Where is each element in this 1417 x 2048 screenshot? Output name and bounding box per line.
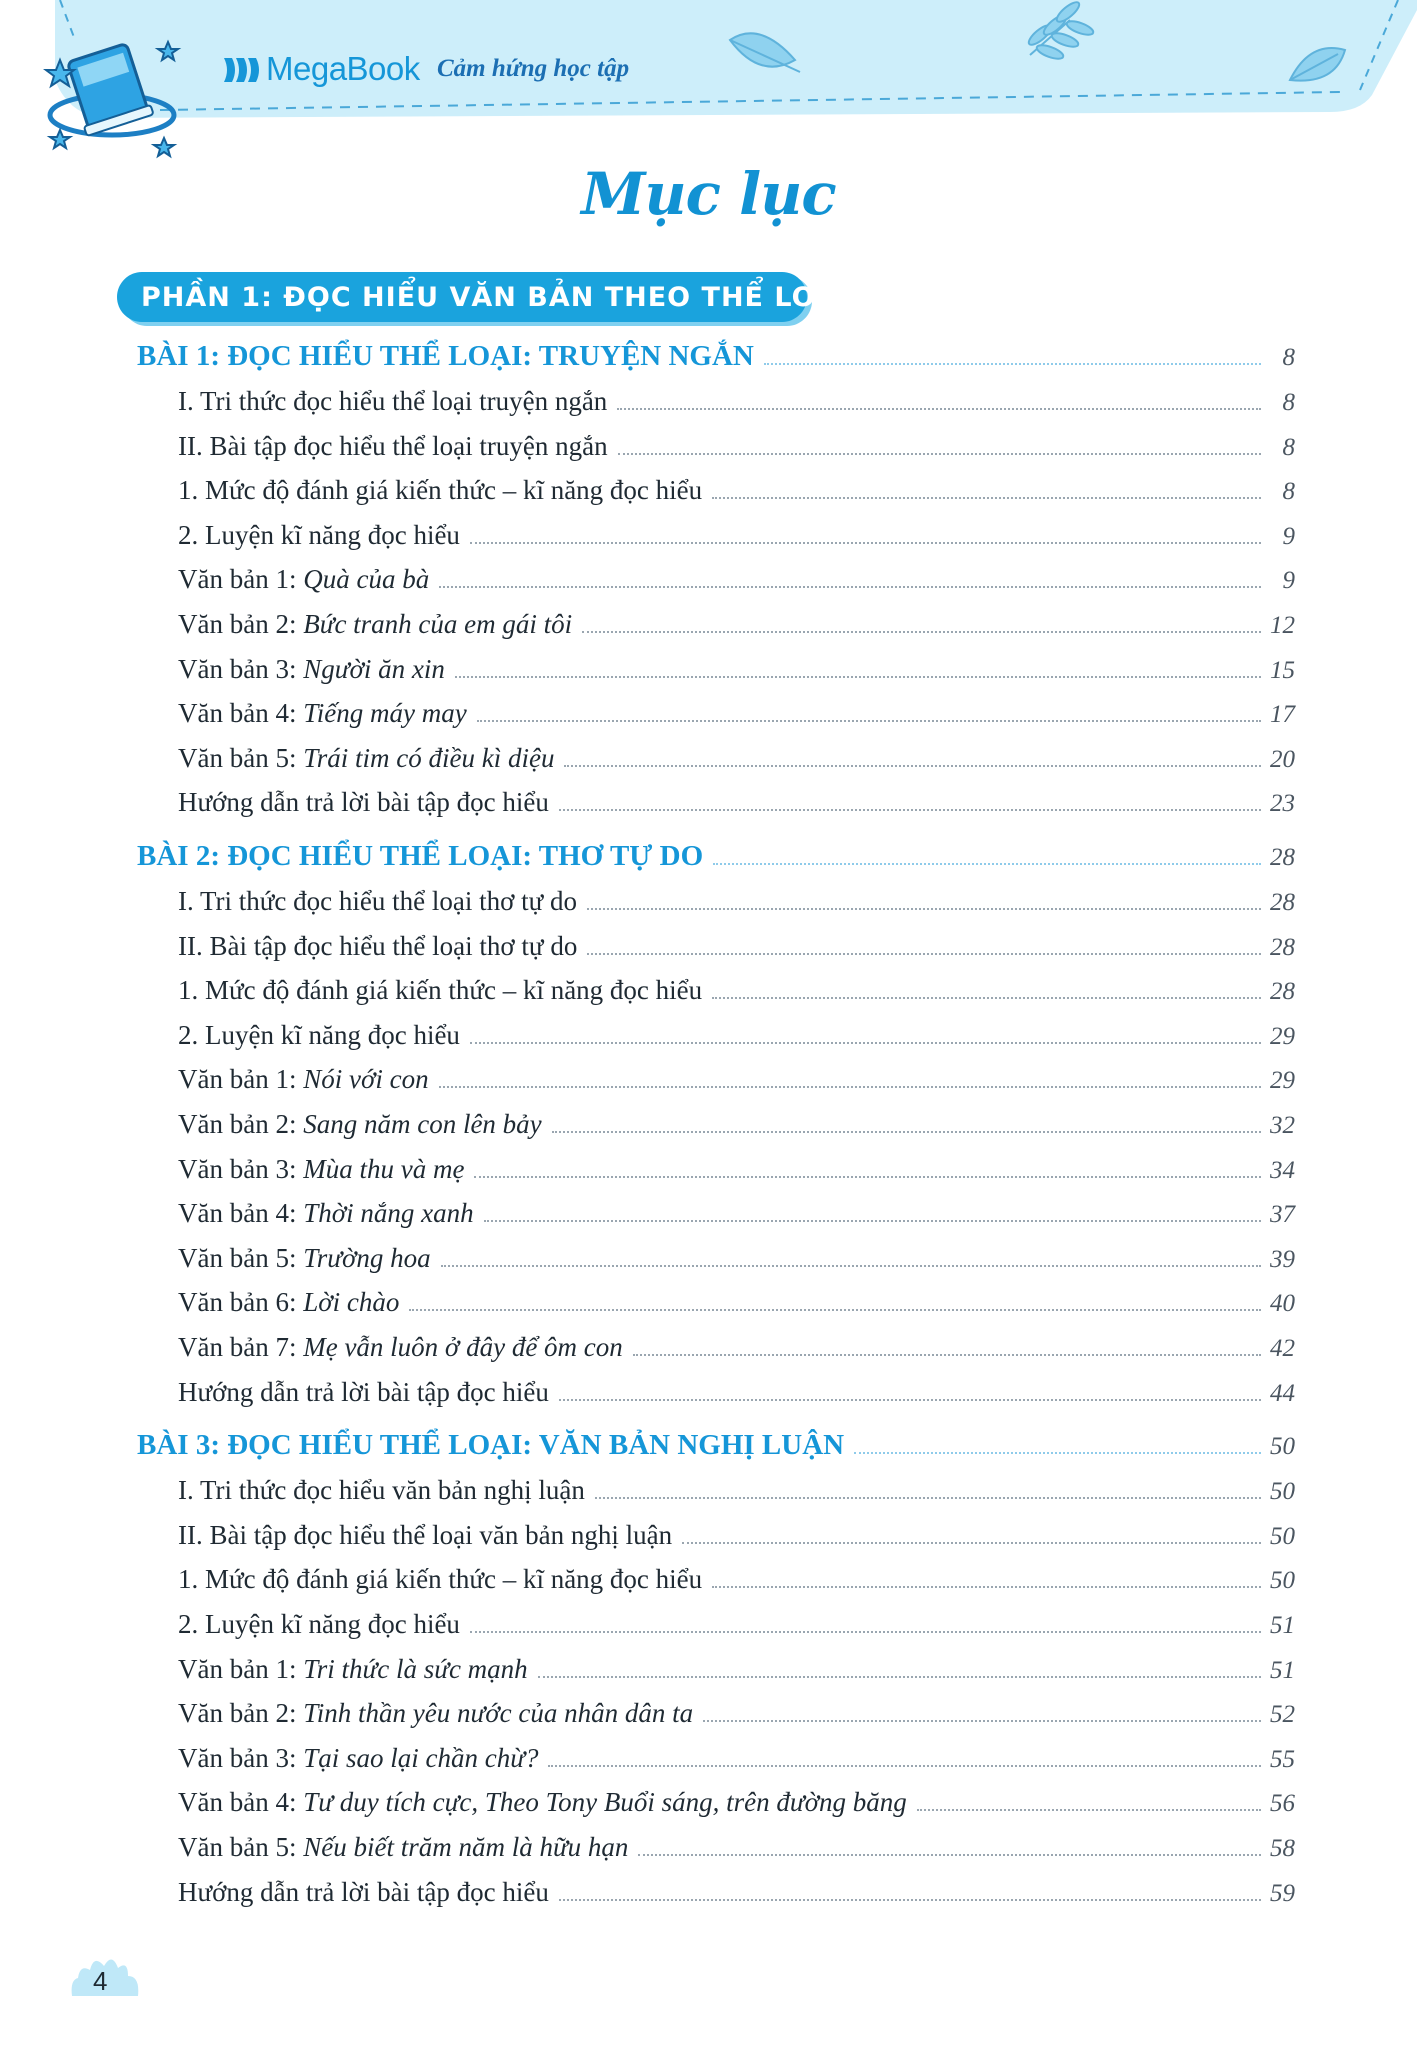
toc-entry-prefix: Văn bản 3: <box>178 653 304 684</box>
toc-entry-row <box>178 520 1295 551</box>
toc-page-number: 51 <box>1270 1656 1295 1684</box>
dot-leader <box>477 720 1261 722</box>
toc-page-number: 50 <box>1270 1478 1295 1506</box>
dot-leader <box>439 1086 1261 1088</box>
dot-leader <box>484 1220 1261 1222</box>
toc-entry-row <box>178 1377 1295 1408</box>
toc-entry-label: Hướng dẫn trả lời bài tập đọc hiểu <box>178 1376 549 1407</box>
toc-entry-row <box>178 1243 1295 1274</box>
toc-entry-label: BÀI 2: ĐỌC HIỂU THỂ LOẠI: THƠ TỰ DO <box>137 840 704 872</box>
dot-leader <box>712 497 1261 499</box>
toc-page-number: 50 <box>1270 1567 1295 1595</box>
dot-leader <box>764 363 1261 365</box>
part-label: PHẦN 1: ĐỌC HIỂU VĂN BẢN THEO THỂ LOẠI <box>141 282 849 313</box>
toc-lesson-row <box>137 840 1295 873</box>
leaf-icon <box>700 0 1417 130</box>
toc-entry-label <box>178 1287 405 1318</box>
dot-leader <box>559 1399 1261 1401</box>
dot-leader <box>455 676 1261 678</box>
toc-entry-label: I. Tri thức đọc hiểu thể loại thơ tự do <box>178 886 578 916</box>
toc-page-number: 8 <box>1282 478 1295 506</box>
toc-page-number: 15 <box>1270 656 1295 684</box>
toc-entry-label: BÀI 3: ĐỌC HIỂU THỂ LOẠI: VĂN BẢN NGHỊ LUẬN <box>137 1429 845 1462</box>
toc-page-number: 56 <box>1270 1790 1295 1818</box>
toc-entry-label <box>178 1787 913 1818</box>
toc-entry-label <box>178 1109 548 1140</box>
toc-entry-prefix: Văn bản 2: <box>178 1109 304 1139</box>
toc-entry-row <box>178 431 1295 462</box>
toc-entry-label <box>178 1743 544 1774</box>
toc-page-number: 50 <box>1270 1522 1295 1550</box>
toc-page-number: 55 <box>1270 1745 1295 1773</box>
toc-entry-label <box>178 654 451 685</box>
dot-leader <box>703 1720 1261 1722</box>
toc-page-number: 29 <box>1270 1067 1295 1095</box>
toc-entry-row <box>178 564 1295 595</box>
toc-entry-label <box>178 1332 629 1363</box>
toc-entry-label: 1. Mức độ đánh giá kiến thức – kĩ năng đọc hiểu <box>178 975 703 1006</box>
page-title: Mục lục <box>581 160 836 228</box>
brand-tagline: Cảm hứng học tập <box>437 55 630 82</box>
megabook-logo-icon <box>222 56 270 84</box>
toc-entry-label: 2. Luyện kĩ năng đọc hiểu <box>178 519 460 550</box>
dot-leader <box>582 631 1261 633</box>
book-icon <box>40 20 190 160</box>
toc-page-number: 8 <box>1282 433 1295 461</box>
dot-leader <box>638 1854 1261 1856</box>
toc-entry-row <box>178 609 1295 640</box>
toc-entry-prefix: Văn bản 3: <box>178 1153 304 1184</box>
toc-entry-title: Sang năm con lên bảy <box>303 1109 542 1139</box>
toc-page-number: 40 <box>1270 1290 1295 1318</box>
dot-leader <box>474 1176 1261 1178</box>
toc-entry-row <box>178 1064 1295 1095</box>
dot-leader <box>470 542 1261 544</box>
toc-entry-prefix: Văn bản 1: <box>178 1064 304 1095</box>
toc-entry-title: Tiếng máy may <box>303 698 467 729</box>
toc-entry-title: Tinh thần yêu nước của nhân dân ta <box>303 1698 694 1729</box>
toc-entry-row <box>178 1832 1295 1863</box>
toc-page-number: 9 <box>1282 522 1295 550</box>
toc-entry-prefix: Văn bản 2: <box>178 609 304 639</box>
toc-entry-row <box>178 1154 1295 1185</box>
toc-entry-label: Hướng dẫn trả lời bài tập đọc hiểu <box>178 1876 549 1907</box>
toc-entry-title: Mùa thu và mẹ <box>303 1153 465 1184</box>
toc-page-number: 17 <box>1270 701 1295 729</box>
toc-entry-row <box>178 1654 1295 1685</box>
toc-entry-row <box>178 1020 1295 1051</box>
dot-leader <box>441 1265 1261 1267</box>
toc-entry-prefix: Văn bản 5: <box>178 1832 304 1862</box>
toc-entry-label: 1. Mức độ đánh giá kiến thức – kĩ năng đọc hiểu <box>178 475 703 506</box>
dot-leader <box>854 1452 1261 1454</box>
dot-leader <box>559 1899 1261 1901</box>
toc-entry-label <box>178 1832 634 1863</box>
dot-leader <box>595 1497 1261 1499</box>
toc-entry-row <box>178 1475 1295 1506</box>
toc-page-number: 50 <box>1270 1433 1295 1461</box>
dot-leader <box>470 1631 1261 1633</box>
toc-page-number: 23 <box>1270 790 1295 818</box>
dot-leader <box>917 1809 1261 1811</box>
toc-lesson-row <box>137 1429 1295 1462</box>
toc-entry-title: Tri thức là sức mạnh <box>303 1653 528 1684</box>
toc-entry-title: Mẹ vẫn luôn ở đây để ôm con <box>303 1332 623 1362</box>
toc-entry-title: Người ăn xin <box>303 653 445 684</box>
toc-page-number: 52 <box>1270 1701 1295 1729</box>
toc-page-number: 20 <box>1270 745 1295 773</box>
toc-page-number: 8 <box>1282 389 1295 416</box>
toc-entry-prefix: Văn bản 4: <box>178 1787 304 1818</box>
toc-entry-title: Lời chào <box>303 1287 400 1318</box>
toc-entry-label: Hướng dẫn trả lời bài tập đọc hiểu <box>178 787 549 818</box>
toc-entry-label <box>178 743 560 774</box>
page-header <box>0 0 1417 135</box>
toc-entry-label: II. Bài tập đọc hiểu thể loại truyện ngắn <box>178 430 608 461</box>
toc-page-number: 28 <box>1270 889 1295 916</box>
dot-leader <box>552 1131 1261 1133</box>
toc-page-number: 8 <box>1282 344 1295 371</box>
toc-entry-label: 2. Luyện kĩ năng đọc hiểu <box>178 1609 460 1639</box>
dot-leader <box>618 453 1261 455</box>
dot-leader <box>548 1765 1261 1767</box>
toc-entry-row <box>178 386 1295 417</box>
toc-entry-prefix: Văn bản 3: <box>178 1742 304 1773</box>
toc-page-number: 28 <box>1270 844 1295 871</box>
brand-name: MegaBook <box>266 50 420 87</box>
toc-entry-label: BÀI 1: ĐỌC HIỂU THỂ LOẠI: TRUYỆN NGẮN <box>137 340 754 372</box>
toc-entry-row <box>178 1198 1295 1229</box>
dot-leader <box>682 1542 1261 1544</box>
toc-entry-title: Thời nắng xanh <box>303 1198 474 1229</box>
toc-entry-row <box>178 1609 1295 1640</box>
toc-entry-label <box>178 564 435 595</box>
toc-page-number: 39 <box>1270 1245 1295 1273</box>
toc-entry-row <box>178 743 1295 774</box>
toc-entry-label <box>178 1243 437 1274</box>
dot-leader <box>439 586 1261 588</box>
dot-leader <box>559 809 1261 811</box>
dot-leader <box>712 997 1261 999</box>
toc-entry-prefix: Văn bản 4: <box>178 698 304 729</box>
toc-entry-label <box>178 1154 470 1185</box>
toc-entry-row <box>178 931 1295 962</box>
toc-page-number: 58 <box>1270 1835 1295 1862</box>
toc-entry-row <box>178 1520 1295 1551</box>
toc-entry-label <box>178 1698 699 1729</box>
dot-leader <box>617 408 1261 410</box>
toc-page-number: 32 <box>1270 1112 1295 1139</box>
toc-page-number: 44 <box>1270 1379 1295 1407</box>
toc-entry-row <box>178 975 1295 1006</box>
toc-entry-title: Trường hoa <box>303 1242 431 1273</box>
toc-entry-label <box>178 609 578 640</box>
dot-leader <box>587 908 1261 910</box>
part-banner <box>117 272 849 326</box>
toc-entry-title: Tư duy tích cực, Theo Tony Buổi sáng, trên đường băng <box>303 1787 907 1818</box>
toc-entry-prefix: Văn bản 1: <box>178 1653 304 1684</box>
toc-entry-row <box>178 1877 1295 1908</box>
toc-entry-prefix: Văn bản 7: <box>178 1332 304 1362</box>
toc-entry-title: Tại sao lại chần chừ? <box>303 1742 539 1773</box>
toc-entry-row <box>178 787 1295 818</box>
toc-lesson-row <box>137 340 1295 373</box>
toc-entry-row <box>178 1698 1295 1729</box>
dot-leader <box>470 1042 1261 1044</box>
toc-entry-row <box>178 654 1295 685</box>
toc-entry-row <box>178 1287 1295 1318</box>
toc-page-number: 28 <box>1270 933 1295 961</box>
dot-leader <box>409 1309 1261 1311</box>
dot-leader <box>633 1354 1261 1356</box>
page-number: 4 <box>93 1966 108 1996</box>
toc-entry-label: II. Bài tập đọc hiểu thể loại thơ tự do <box>178 930 578 961</box>
dot-leader <box>538 1676 1261 1678</box>
toc-entry-label: 1. Mức độ đánh giá kiến thức – kĩ năng đọc hiểu <box>178 1564 703 1595</box>
toc-entry-prefix: Văn bản 5: <box>178 1242 304 1273</box>
toc-entry-label <box>178 1654 534 1685</box>
toc-page-number: 37 <box>1270 1201 1295 1229</box>
toc-entry-prefix: Văn bản 4: <box>178 1198 304 1229</box>
toc-page-number: 9 <box>1282 567 1295 595</box>
toc-entry-label: II. Bài tập đọc hiểu thể loại văn bản nghị luận <box>178 1519 673 1550</box>
toc-entry-label <box>178 1198 480 1229</box>
toc-entry-label: 2. Luyện kĩ năng đọc hiểu <box>178 1019 460 1050</box>
toc-entry-label: I. Tri thức đọc hiểu văn bản nghị luận <box>178 1475 585 1506</box>
toc-entry-title: Quà của bà <box>303 564 430 595</box>
toc-page-number: 12 <box>1270 612 1295 639</box>
toc-entry-prefix: Văn bản 5: <box>178 742 304 773</box>
toc-entry-row <box>178 1787 1295 1818</box>
toc-entry-label: I. Tri thức đọc hiểu thể loại truyện ngắn <box>178 386 608 416</box>
toc-entry-row <box>178 1743 1295 1774</box>
toc-entry-title: Trái tim có điều kì diệu <box>303 742 555 773</box>
toc-page-number: 28 <box>1270 978 1295 1006</box>
toc-entry-prefix: Văn bản 1: <box>178 564 304 595</box>
toc-entry-title: Nói với con <box>303 1064 429 1095</box>
toc-entry-label <box>178 698 473 729</box>
toc-page-number: 42 <box>1270 1335 1295 1362</box>
toc-entry-row <box>178 1564 1295 1595</box>
toc-page-number: 59 <box>1270 1879 1295 1907</box>
toc-entry-row <box>178 886 1295 917</box>
toc-entry-prefix: Văn bản 2: <box>178 1698 304 1729</box>
toc-entry-row <box>178 1109 1295 1140</box>
toc-page-number: 51 <box>1270 1612 1295 1639</box>
dot-leader <box>713 863 1261 865</box>
toc-page-number: 29 <box>1270 1022 1295 1050</box>
dot-leader <box>587 953 1261 955</box>
toc-entry-row <box>178 1332 1295 1363</box>
toc-entry-row <box>178 475 1295 506</box>
toc-entry-title: Nếu biết trăm năm là hữu hạn <box>303 1832 629 1862</box>
toc-entry-label <box>178 1064 435 1095</box>
toc-entry-row <box>178 698 1295 729</box>
toc-entry-title: Bức tranh của em gái tôi <box>303 609 573 639</box>
toc-entry-prefix: Văn bản 6: <box>178 1287 304 1318</box>
toc-page-number: 34 <box>1270 1156 1295 1184</box>
dot-leader <box>712 1586 1261 1588</box>
dot-leader <box>564 765 1261 767</box>
